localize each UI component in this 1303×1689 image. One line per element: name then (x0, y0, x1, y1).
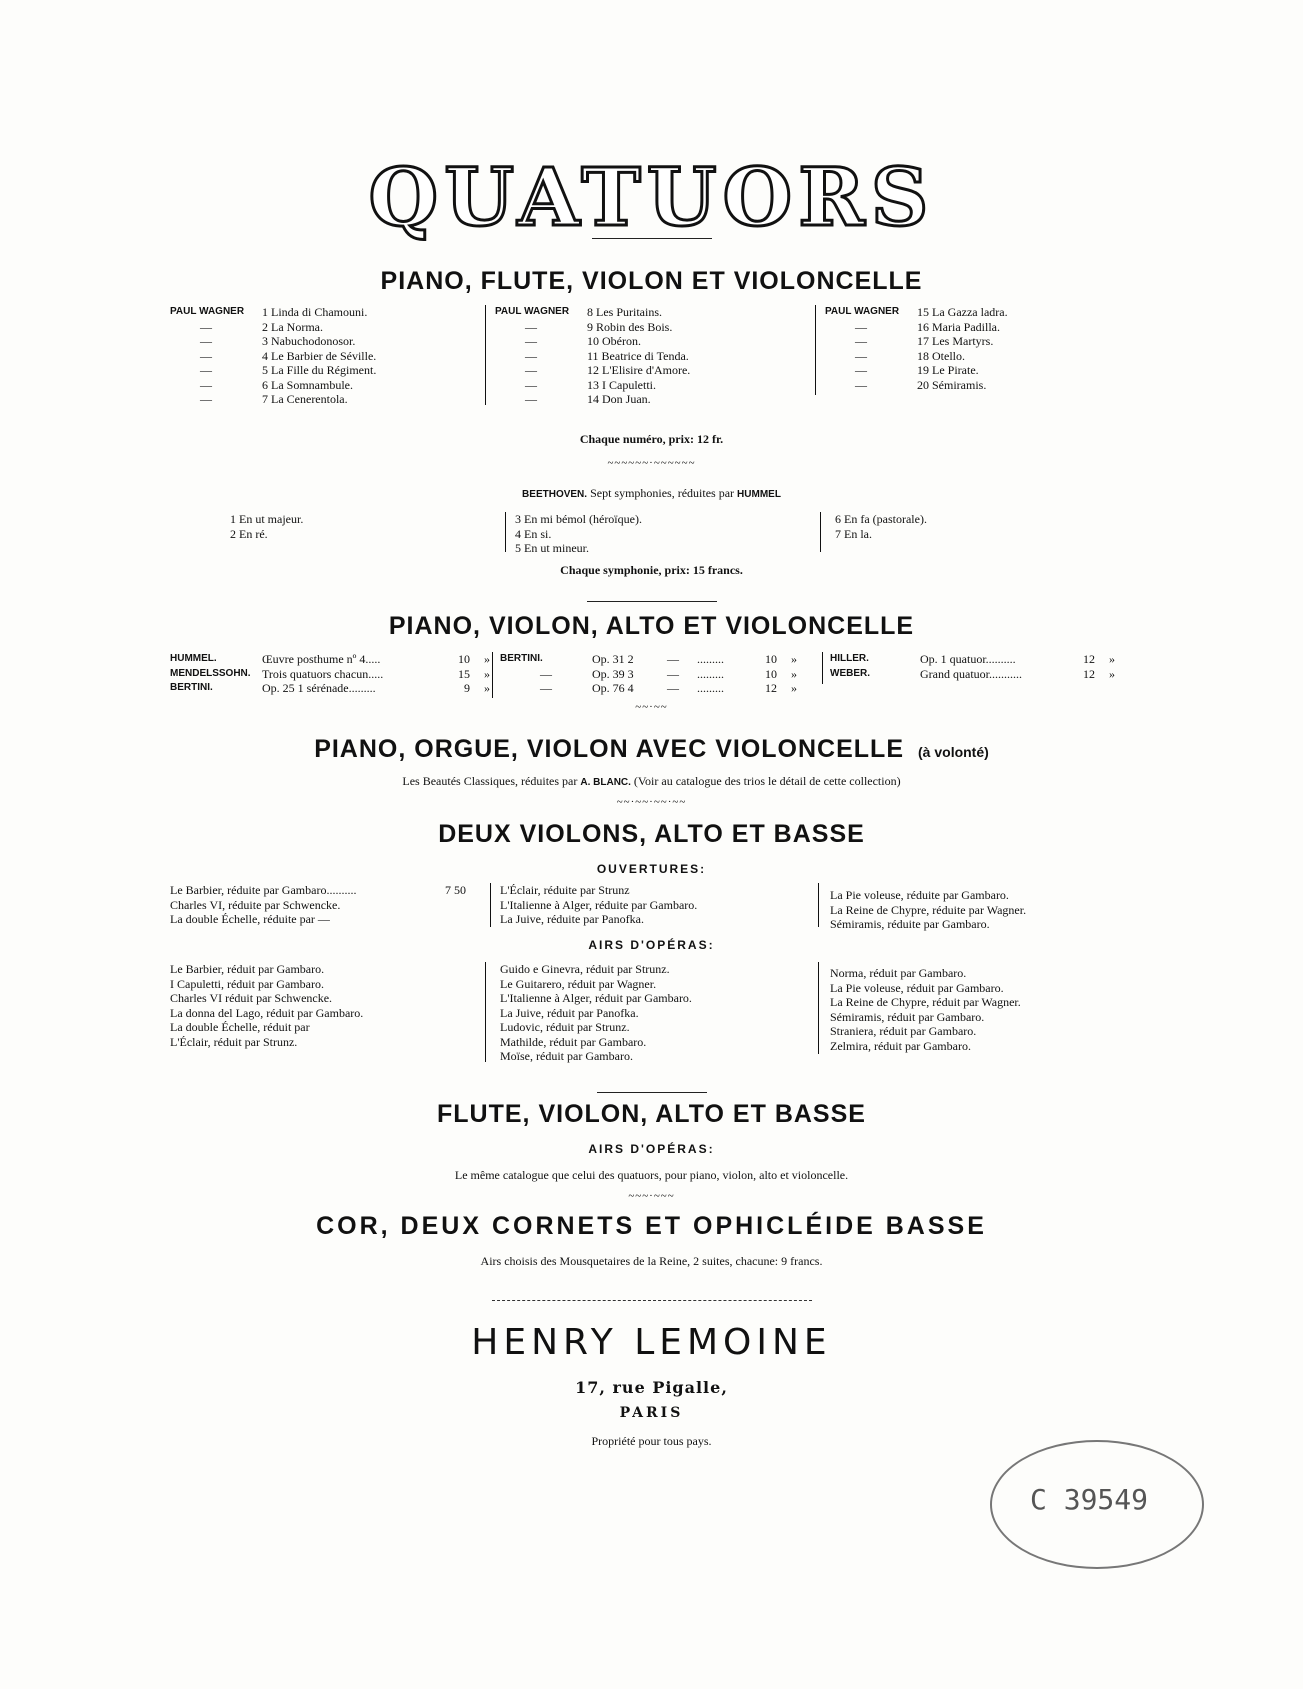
list-item: La Reine de Chypre, réduit par Wagner. (830, 995, 1021, 1009)
list-item: La Pie voleuse, réduite par Gambaro. (830, 888, 1009, 902)
list-item: Le Barbier, réduit par Gambaro. (170, 962, 325, 976)
divider (0, 1080, 1303, 1098)
section-heading-piano-violon-alto: PIANO, VIOLON, ALTO ET VIOLONCELLE (388, 612, 915, 640)
composer-name: PAUL WAGNER (495, 306, 570, 317)
s5-ouvertures-column-3 (830, 888, 1026, 932)
price-line: Chaque symphonie, prix: 15 francs. (560, 563, 743, 577)
list-item: Zelmira, réduit par Gambaro. (830, 1038, 971, 1053)
column-divider (492, 652, 493, 698)
section-heading-flute-violon-alto: FLUTE, VIOLON, ALTO ET BASSE (437, 1100, 866, 1128)
publisher-city: PARIS (619, 1405, 684, 1421)
composer-name: HILLER. (830, 653, 869, 664)
list-item: 4 Le Barbier de Séville. (262, 348, 377, 363)
ornament-divider: ~~~·~~~ (628, 1190, 675, 1202)
composer-name: WEBER. (830, 667, 870, 679)
column-divider (485, 962, 486, 1062)
column-divider (820, 512, 821, 552)
s7-description: Airs choisis des Mousquetaires de la Reine, 2 suites, chacune: 9 francs. (480, 1254, 823, 1268)
arranger-name: A. BLANC. (580, 777, 631, 788)
composer-name: BEETHOVEN. (522, 489, 588, 500)
ornament-divider: ~~~~~~·~~~~~~ (607, 457, 696, 469)
list-item: La double Échelle, réduite par — (170, 912, 330, 926)
s6-description: Le même catalogue que celui des quatuors, pour piano, violon, alto et violoncelle. (454, 1168, 849, 1182)
list-item: Straniera, réduit par Gambaro. (830, 1024, 977, 1038)
arranger-name: HUMMEL (737, 489, 781, 500)
list-item: 18 Otello. (917, 348, 965, 363)
s2-column-2 (515, 512, 642, 556)
section-heading-piano-orgue: PIANO, ORGUE, VIOLON AVEC VIOLONCELLE (à volonté) (314, 735, 989, 763)
list-item: 13 I Capuletti. (587, 377, 656, 392)
list-item: L'Italienne à Alger, réduit par Gambaro. (500, 991, 692, 1005)
list-item: 5 La Fille du Régiment. (262, 363, 377, 377)
column-divider (490, 883, 491, 927)
publisher-address: 17, rue Pigalle, (575, 1378, 728, 1397)
divider (0, 1288, 1303, 1306)
s5-airs-column-2 (500, 962, 692, 1064)
list-item: Moïse, réduit par Gambaro. (500, 1049, 633, 1063)
column-divider (822, 652, 823, 684)
s5-ouvertures-column-2 (500, 883, 697, 927)
list-item: 19 Le Pirate. (917, 363, 979, 377)
list-item: 11 Beatrice di Tenda. (587, 348, 689, 363)
list-item: 20 Sémiramis. (917, 377, 987, 392)
list-item: 2 La Norma. (262, 319, 323, 334)
list-item: Guido e Ginevra, réduit par Strunz. (500, 962, 670, 976)
column-divider (505, 512, 506, 552)
list-item: 1 En ut majeur. (230, 512, 304, 526)
subheading-airs-operas: AIRS D'OPÉRAS: (588, 1142, 715, 1156)
list-item: 3 Nabuchodonosor. (262, 334, 356, 348)
subheading-ouvertures: OUVERTURES: (596, 862, 707, 876)
price: 7 50 (445, 883, 466, 897)
list-item: 3 En mi bémol (héroïque). (515, 512, 642, 526)
list-item: La donna del Lago, réduit par Gambaro. (170, 1005, 364, 1020)
s5-ouvertures-column-1 (170, 883, 466, 927)
list-item: Charles VI, réduite par Schwencke. (170, 897, 341, 912)
column-divider (815, 305, 816, 395)
column-divider (818, 883, 819, 927)
divider (0, 589, 1303, 607)
list-item: La Juive, réduit par Panofka. (500, 1005, 639, 1020)
list-item: La double Échelle, réduit par (170, 1020, 310, 1034)
price-line: Chaque numéro, prix: 12 fr. (579, 432, 724, 446)
s1-column-3: PAUL WAGNER 15 La Gazza ladra. — 16 Maria Padilla. — 17 Les Martyrs. — 18 Otello. — 19 Le Pirate. — 20 Sémiramis. (825, 305, 1008, 392)
stamp-number: C 39549 (1030, 1483, 1149, 1516)
s3-column-1: HUMMEL. Œuvre posthume nº 4..... 10 » MENDELSSOHN. Trois quatuors chacun..... 15 » BERTINI. Op. 25 1 sérénade......... 9 » (170, 652, 490, 695)
list-item: 6 En fa (pastorale). (835, 512, 927, 526)
list-item: 12 L'Elisire d'Amore. (587, 363, 691, 377)
list-item: 9 Robin des Bois. (587, 319, 673, 334)
list-item: 5 En ut mineur. (515, 541, 589, 555)
composer-name: PAUL WAGNER (170, 306, 245, 317)
list-item: 2 En ré. (230, 526, 268, 541)
list-item: L'Éclair, réduit par Strunz. (170, 1034, 298, 1049)
list-item: 14 Don Juan. (587, 392, 651, 406)
column-divider (818, 962, 819, 1054)
list-item: Le Guitarero, réduit par Wagner. (500, 976, 657, 991)
column-divider (485, 305, 486, 405)
composer-name: BERTINI. (500, 653, 543, 664)
s4-description: Les Beautés Classiques, réduites par A. BLANC. (Voir au catalogue des trios le détail de cette collection) (402, 774, 901, 788)
list-item: 7 La Cenerentola. (262, 392, 348, 406)
list-item: I Capuletti, réduit par Gambaro. (170, 976, 324, 991)
list-item: La Pie voleuse, réduit par Gambaro. (830, 980, 1004, 995)
list-item: 8 Les Puritains. (587, 305, 662, 319)
list-item: L'Éclair, réduite par Strunz (500, 883, 630, 897)
ornament-divider: ~~·~~·~~·~~ (616, 796, 687, 808)
list-item: 7 En la. (835, 526, 872, 541)
beethoven-line: BEETHOVEN. Sept symphonies, réduites par HUMMEL (522, 486, 781, 500)
list-item: Charles VI réduit par Schwencke. (170, 991, 333, 1005)
s5-airs-column-1 (170, 962, 363, 1049)
list-item: 1 Linda di Chamouni. (262, 305, 368, 319)
s2-column-1 (230, 512, 303, 541)
list-item: Mathilde, réduit par Gambaro. (500, 1034, 647, 1049)
s5-airs-column-3 (830, 966, 1021, 1053)
s1-column-2: PAUL WAGNER 8 Les Puritains. — 9 Robin des Bois. — 10 Obéron. — 11 Beatrice di Tenda. — 12 L'Elisire d'Amore. — 13 I Capuletti. — 14 Don Juan. (495, 305, 691, 406)
page-title: QUATUORS (368, 150, 935, 244)
list-item: L'Italienne à Alger, réduite par Gambaro. (500, 897, 698, 912)
list-item: 17 Les Martyrs. (917, 334, 994, 348)
list-item: Sémiramis, réduit par Gambaro. (830, 1009, 985, 1024)
s3-column-3: HILLER. Op. 1 quatuor.......... 12 » WEBER. Grand quatuor........... 12 » (830, 652, 1115, 681)
list-item: Ludovic, réduit par Strunz. (500, 1020, 630, 1034)
composer-name: MENDELSSOHN. (170, 667, 251, 679)
s2-column-3 (835, 512, 927, 541)
subheading-airs-operas: AIRS D'OPÉRAS: (588, 938, 715, 952)
composer-name: BERTINI. (170, 682, 213, 693)
list-item: Sémiramis, réduite par Gambaro. (830, 917, 990, 931)
list-item: Norma, réduit par Gambaro. (830, 966, 967, 980)
s3-column-2: BERTINI. Op. 31 2 — ......... 10 » — Op. 39 3 — ......... 10 » — Op. 76 4 — ......... 12 » (500, 652, 797, 695)
composer-name: PAUL WAGNER (825, 306, 900, 317)
section-heading-piano-flute: PIANO, FLUTE, VIOLON ET VIOLONCELLE (380, 267, 923, 295)
section-heading-cor-cornets: COR, DEUX CORNETS ET OPHICLÉIDE BASSE (316, 1212, 987, 1240)
rights-notice: Propriété pour tous pays. (591, 1434, 712, 1448)
list-item: 6 La Somnambule. (262, 377, 353, 392)
s1-column-1: PAUL WAGNER 1 Linda di Chamouni. — 2 La Norma. — 3 Nabuchodonosor. — 4 Le Barbier de Séville. — 5 La Fille du Régiment. — 6 La Somnambule. — 7 La Cenerentola. (170, 305, 377, 406)
list-item: Le Barbier, réduite par Gambaro.......... (170, 883, 357, 897)
list-item: La Reine de Chypre, réduite par Wagner. (830, 902, 1027, 917)
ornament-divider: ~~·~~ (635, 701, 668, 713)
composer-name: HUMMEL. (170, 653, 217, 664)
divider (0, 226, 1303, 244)
list-item: 16 Maria Padilla. (917, 319, 1000, 334)
section-heading-deux-violons: DEUX VIOLONS, ALTO ET BASSE (438, 820, 865, 848)
list-item: 4 En si. (515, 526, 552, 541)
list-item: 15 La Gazza ladra. (917, 305, 1008, 319)
list-item: La Juive, réduite par Panofka. (500, 912, 644, 926)
list-item: 10 Obéron. (587, 334, 641, 348)
publisher-name: HENRY LEMOINE (471, 1322, 832, 1363)
